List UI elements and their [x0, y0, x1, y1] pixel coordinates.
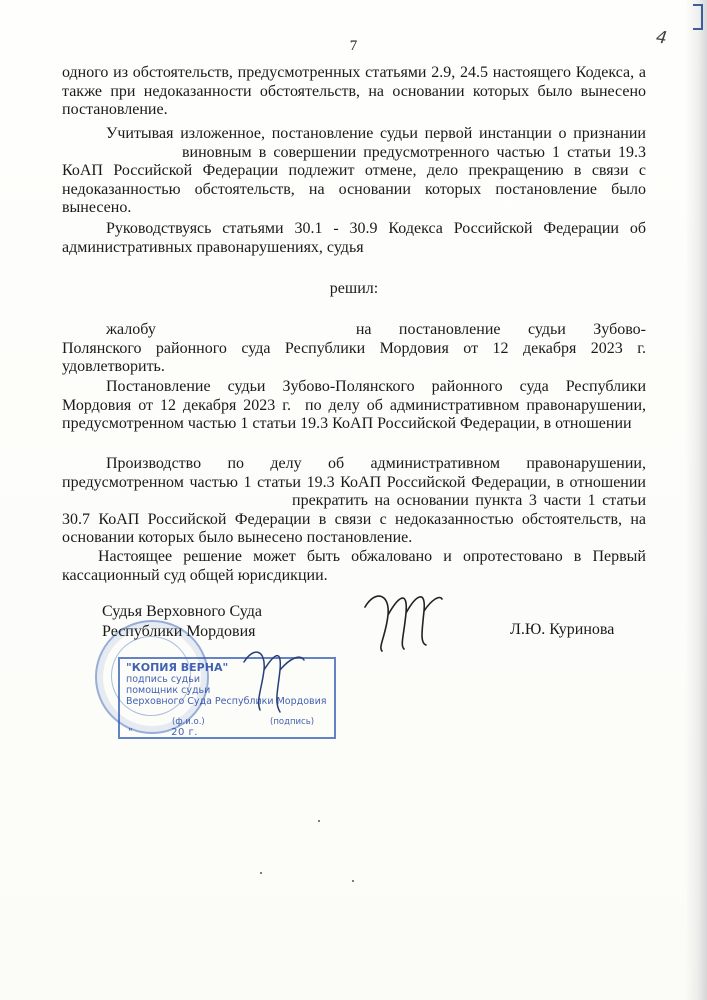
paragraph-5-start: Постановление судьи Зубово-Полянского районного суда Республики Мордовия от 12 декабря 2023 г.	[62, 378, 646, 414]
copy-stamp-fio-label: (ф.и.о.)	[172, 717, 205, 727]
judge-signature-icon	[360, 585, 445, 655]
scan-edge-shadow	[685, 0, 707, 1000]
judge-name: Л.Ю. Куринова	[510, 621, 615, 638]
judge-title-line-2: Республики Мордовия	[102, 623, 256, 640]
scan-speck	[352, 880, 354, 882]
judge-title-line-1: Судья Верховного Суда	[102, 603, 263, 620]
paragraph-6-start: Производство по делу об административном правонарушении, предусмотренном частью 1 статьи 19.3 КоАП Российской Федерации, в отношении	[62, 455, 646, 491]
page-number: 7	[349, 38, 358, 54]
copy-stamp-signature-label: (подпись)	[270, 717, 315, 727]
scan-speck	[318, 820, 320, 822]
paragraph-1: одного из обстоятельств, предусмотренных статьями 2.9, 24.5 настоящего Кодекса, а также при недоказанности обстоятельств, на основании которых было вынесено постановление.	[62, 64, 646, 118]
paragraph-4-start: жалобу	[106, 321, 156, 338]
copy-stamp-date-prefix: "	[128, 727, 134, 738]
paragraph-2-container	[62, 125, 646, 218]
copy-stamp-year-suffix: г.	[188, 727, 198, 738]
paragraph-6-container	[62, 455, 646, 548]
judge-title-block	[102, 602, 262, 642]
paragraph-5-container	[62, 378, 646, 434]
resolved-heading: решил:	[329, 280, 379, 297]
copy-stamp-year: 20	[171, 727, 185, 738]
paragraph-6-end: прекратить на основании пункта 3 части 1 статьи 30.7 КоАП Российской Федерации в связи с недоказанностью обстоятельств, на основании которых было вынесено постановление.	[62, 492, 646, 546]
copy-stamp-line-3: Верховного Суда Республики Мордовия	[126, 696, 327, 707]
paragraph-2-end: виновным в совершении предусмотренного частью 1 статьи 19.3 КоАП Российской Федерации подлежит отмене, дело прекращению в связи с недоказанностью обстоятельств, на основании которых постановление было вынесено.	[62, 143, 646, 216]
paragraph-7-container	[62, 548, 646, 585]
paragraph-4	[62, 321, 646, 377]
handwritten-page-note: 4	[654, 27, 669, 49]
paragraph-5-end: по делу об административном правонарушении, предусмотренном частью 1 статьи 19.3 КоАП Российской Федерации, в отношении	[62, 396, 646, 432]
paragraph-5	[62, 378, 646, 434]
paragraph-2	[62, 125, 646, 218]
resolved-container	[62, 280, 646, 299]
paragraph-2-start: Учитывая изложенное, постановление судьи первой инстанции о признании	[106, 125, 646, 142]
copy-stamp-line-2: помощник судьи	[126, 685, 211, 696]
paragraph-4-container	[62, 321, 646, 377]
paragraph-3-container	[62, 220, 646, 257]
paragraph-4-end: на постановление судьи Зубово-Полянского районного суда Республики Мордовия от 12 декабря 2023 г. удовлетворить.	[62, 321, 646, 375]
paragraph-6	[62, 455, 646, 548]
edge-binding-mark	[693, 4, 703, 30]
scan-speck	[260, 872, 262, 874]
paragraph-1-container	[62, 64, 646, 120]
paragraph-3: Руководствуясь статьями 30.1 - 30.9 Кодекса Российской Федерации об административных правонарушениях, судья	[62, 220, 646, 256]
copy-stamp-line-1: подпись судьи	[126, 674, 201, 685]
paragraph-7: Настоящее решение может быть обжаловано и опротестовано в Первый кассационный суд общей юрисдикции.	[62, 548, 646, 584]
assistant-signature-icon	[240, 640, 310, 720]
copy-stamp-date	[128, 727, 198, 738]
copy-stamp-title: "КОПИЯ ВЕРНА"	[126, 661, 229, 674]
